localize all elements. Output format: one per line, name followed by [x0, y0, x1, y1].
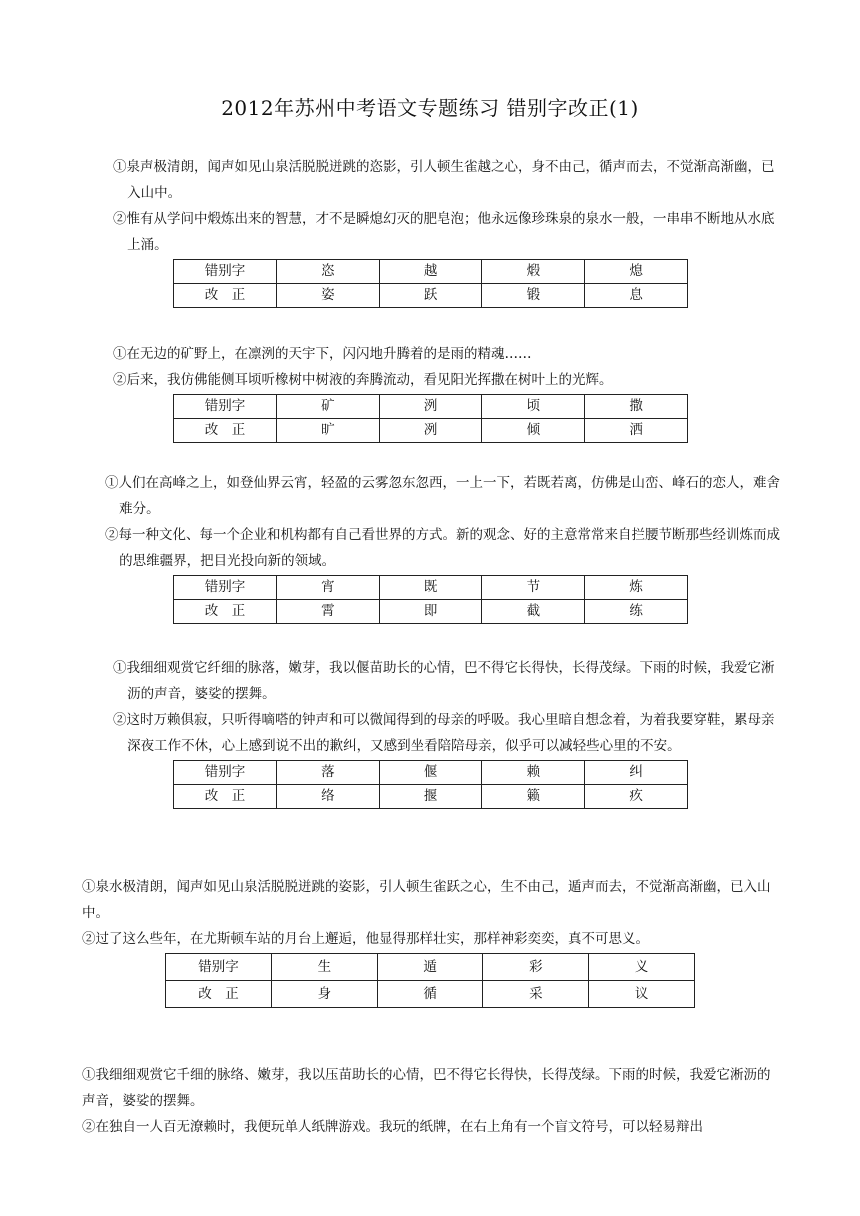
correct-char: 议 [589, 981, 695, 1008]
wrong-char: 义 [589, 954, 695, 981]
wrong-char: 彩 [483, 954, 589, 981]
wrong-char: 偃 [379, 761, 482, 785]
correct-char: 息 [585, 284, 688, 308]
wrong-char: 熄 [585, 260, 688, 284]
wrong-char: 撒 [585, 395, 688, 419]
row-label: 错别字 [174, 260, 277, 284]
wrong-char: 纠 [585, 761, 688, 785]
correct-char: 即 [379, 600, 482, 624]
table-row-correct [174, 600, 688, 624]
table-row-wrong [174, 761, 688, 785]
wrong-char: 越 [379, 260, 482, 284]
correct-char: 疚 [585, 785, 688, 809]
sentence-2: ②过了这么些年，在尤斯顿车站的月台上邂逅，他显得那样壮实，那样神彩奕奕，真不可思义。 [82, 931, 649, 947]
table-row-wrong [174, 395, 688, 419]
correction-table [173, 575, 688, 624]
sentence-1: ①人们在高峰之上，如登仙界云宵，轻盈的云雾忽东忽西，一上一下，若既若离，仿佛是山峦、峰石的恋人，难舍难分。 [105, 475, 780, 517]
wrong-char: 生 [271, 954, 377, 981]
correction-table [173, 259, 688, 308]
page-title: 2012年苏州中考语文专题练习 错别字改正(1) [221, 96, 639, 120]
wrong-char: 落 [276, 761, 379, 785]
sentence-2: ②这时万赖俱寂，只听得嘀嗒的钟声和可以微闻得到的母亲的呼吸。我心里暗自想念着，为着我要穿鞋，累母亲深夜工作不休，心上感到说不出的歉纠，又感到坐看陪陪母亲，似乎可以减轻些心里的不安。 [113, 712, 775, 754]
correction-table [173, 394, 688, 443]
correct-char: 倾 [482, 419, 585, 443]
correct-char: 姿 [276, 284, 379, 308]
wrong-char: 顷 [482, 395, 585, 419]
wrong-char: 遁 [377, 954, 483, 981]
correct-char: 旷 [276, 419, 379, 443]
correction-table [165, 953, 695, 1008]
exercise-group-3 [105, 470, 783, 624]
row-label: 错别字 [166, 954, 272, 981]
wrong-char: 炼 [585, 576, 688, 600]
correct-char: 揠 [379, 785, 482, 809]
correct-char: 籁 [482, 785, 585, 809]
correct-char: 截 [482, 600, 585, 624]
sentence-1: ①泉声极清朗，闻声如见山泉活脱脱迸跳的恣影，引人顿生雀越之心，身不由己，循声而去，不觉渐高渐幽，已入山中。 [113, 159, 775, 201]
sentence-2: ②每一种文化、每一个企业和机构都有自己看世界的方式。新的观念、好的主意常常来自拦腰节断那些经训炼而成的思维疆界，把目光投向新的领域。 [105, 527, 780, 569]
exercise-group-6 [82, 1062, 780, 1140]
sentence-1: ①在无边的矿野上，在凛洌的天宇下，闪闪地升腾着的是雨的精魂…… [113, 346, 532, 362]
exercise-group-4 [113, 655, 783, 809]
wrong-char: 赖 [482, 761, 585, 785]
table-row-wrong [174, 576, 688, 600]
correct-char: 锻 [482, 284, 585, 308]
table-row-correct [174, 284, 688, 308]
wrong-char: 煅 [482, 260, 585, 284]
sentence-1: ①泉水极清朗，闻声如见山泉活脱脱迸跳的姿影，引人顿生雀跃之心，生不由己，遁声而去，不觉渐高渐幽，已入山中。 [82, 879, 771, 921]
sentence-2: ②在独自一人百无潦赖时，我便玩单人纸牌游戏。我玩的纸牌，在右上角有一个盲文符号，可以轻易辩出 [82, 1119, 703, 1135]
row-label: 改 正 [174, 600, 277, 624]
correct-char: 冽 [379, 419, 482, 443]
wrong-char: 洌 [379, 395, 482, 419]
correct-char: 霄 [276, 600, 379, 624]
row-label: 改 正 [174, 419, 277, 443]
row-label: 改 正 [174, 785, 277, 809]
sentence-1: ①我细细观赏它千细的脉络、嫩芽，我以压苗助长的心情，巴不得它长得快，长得茂绿。下雨的时候，我爱它淅沥的声音，婆娑的摆舞。 [82, 1067, 771, 1109]
wrong-char: 矿 [276, 395, 379, 419]
sentence-2: ②后来，我仿佛能侧耳顷听橡树中树液的奔腾流动，看见阳光挥撒在树叶上的光辉。 [113, 372, 613, 388]
correct-char: 跃 [379, 284, 482, 308]
exercise-group-5 [82, 874, 780, 1008]
correction-table [173, 760, 688, 809]
correct-char: 采 [483, 981, 589, 1008]
row-label: 错别字 [174, 576, 277, 600]
table-row-correct [166, 981, 695, 1008]
row-label: 错别字 [174, 395, 277, 419]
wrong-char: 节 [482, 576, 585, 600]
table-row-correct [174, 419, 688, 443]
wrong-char: 恣 [276, 260, 379, 284]
table-row-correct [174, 785, 688, 809]
exercise-group-1 [113, 154, 783, 308]
sentence-2: ②惟有从学问中煅炼出来的智慧，才不是瞬熄幻灭的肥皂泡；他永远像珍珠泉的泉水一般，一串串不断地从水底上涌。 [113, 211, 775, 253]
correct-char: 洒 [585, 419, 688, 443]
sentence-1: ①我细细观赏它纤细的脉落，嫩芽，我以偃苗助长的心情，巴不得它长得快，长得茂绿。下雨的时候，我爱它淅沥的声音，婆娑的摆舞。 [113, 660, 775, 702]
correct-char: 循 [377, 981, 483, 1008]
exercise-group-2 [113, 341, 783, 443]
correct-char: 练 [585, 600, 688, 624]
row-label: 改 正 [174, 284, 277, 308]
correct-char: 身 [271, 981, 377, 1008]
wrong-char: 既 [379, 576, 482, 600]
table-row-wrong [174, 260, 688, 284]
correct-char: 络 [276, 785, 379, 809]
row-label: 错别字 [174, 761, 277, 785]
wrong-char: 宵 [276, 576, 379, 600]
table-row-wrong [166, 954, 695, 981]
row-label: 改 正 [166, 981, 272, 1008]
